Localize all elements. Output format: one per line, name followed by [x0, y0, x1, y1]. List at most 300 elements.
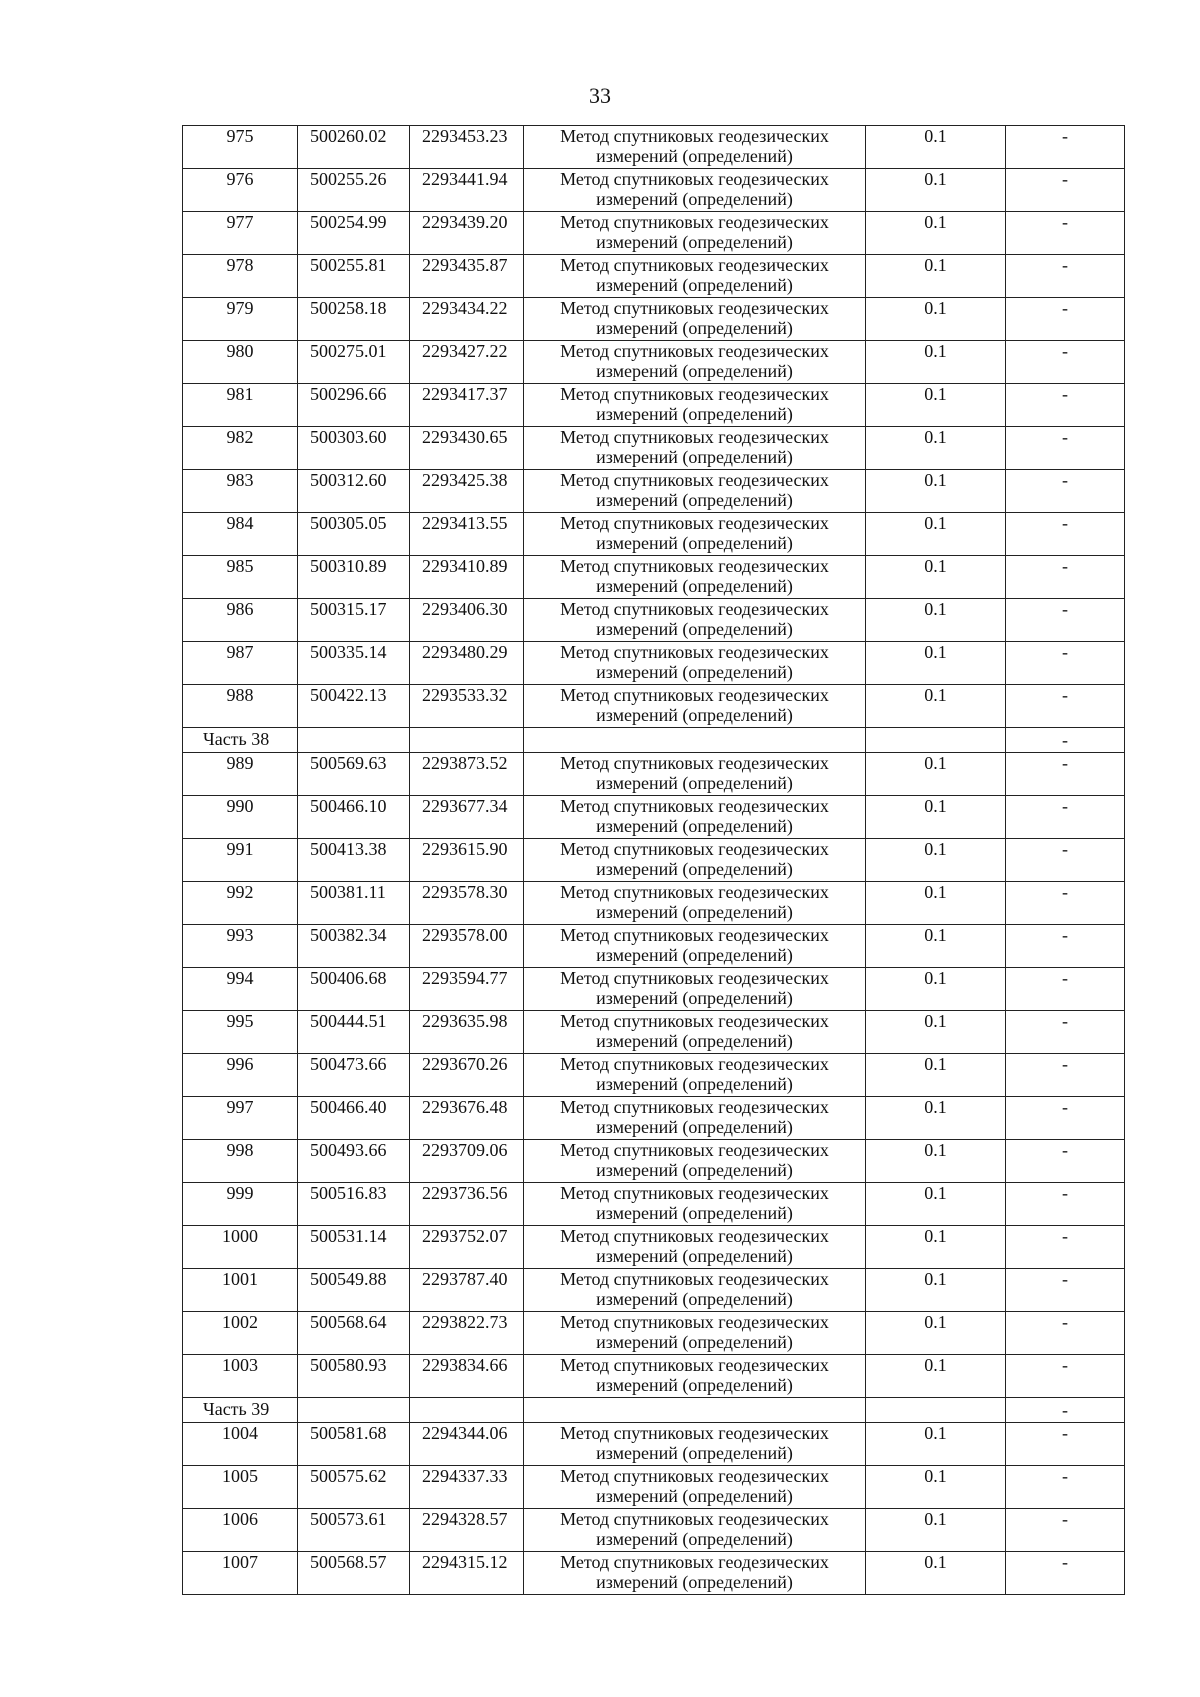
x-cell-empty [298, 1398, 410, 1423]
y-coordinate: 2293430.65 [410, 427, 524, 470]
method-line-2: измерений (определений) [596, 404, 793, 424]
x-coordinate: 500255.81 [298, 255, 410, 298]
description-cell: - [1006, 1552, 1125, 1595]
method-line-2: измерений (определений) [596, 816, 793, 836]
x-coordinate: 500575.62 [298, 1466, 410, 1509]
section-row [183, 1398, 1125, 1423]
table-row [183, 255, 1125, 298]
description-cell: - [1006, 1466, 1125, 1509]
y-cell-empty [410, 1398, 524, 1423]
accuracy-value: 0.1 [866, 513, 1006, 556]
description-cell: - [1006, 1183, 1125, 1226]
point-number: 1004 [183, 1423, 298, 1466]
x-coordinate: 500312.60 [298, 470, 410, 513]
method-cell [524, 968, 866, 1011]
y-cell-empty [410, 728, 524, 753]
x-coordinate: 500444.51 [298, 1011, 410, 1054]
point-number: 1002 [183, 1312, 298, 1355]
method-cell [524, 1355, 866, 1398]
method-cell [524, 1097, 866, 1140]
method-cell-empty [524, 1398, 866, 1423]
table-row [183, 753, 1125, 796]
x-coordinate: 500473.66 [298, 1054, 410, 1097]
method-line-1: Метод спутниковых геодезических [560, 1226, 829, 1246]
method-line-2: измерений (определений) [596, 447, 793, 467]
y-coordinate: 2293752.07 [410, 1226, 524, 1269]
method-line-1: Метод спутниковых геодезических [560, 384, 829, 404]
method-cell [524, 384, 866, 427]
method-line-2: измерений (определений) [596, 1203, 793, 1223]
method-line-1: Метод спутниковых геодезических [560, 341, 829, 361]
method-cell [524, 839, 866, 882]
x-coordinate: 500516.83 [298, 1183, 410, 1226]
method-line-2: измерений (определений) [596, 1486, 793, 1506]
accuracy-value: 0.1 [866, 1269, 1006, 1312]
accuracy-value: 0.1 [866, 255, 1006, 298]
y-coordinate: 2294337.33 [410, 1466, 524, 1509]
y-coordinate: 2293676.48 [410, 1097, 524, 1140]
point-number: 999 [183, 1183, 298, 1226]
method-line-2: измерений (определений) [596, 705, 793, 725]
table-row [183, 1269, 1125, 1312]
description-cell: - [1006, 1054, 1125, 1097]
point-number: 984 [183, 513, 298, 556]
x-coordinate: 500568.57 [298, 1552, 410, 1595]
method-line-1: Метод спутниковых геодезических [560, 1054, 829, 1074]
method-cell [524, 1140, 866, 1183]
description-cell: - [1006, 298, 1125, 341]
table-row [183, 427, 1125, 470]
accuracy-value: 0.1 [866, 1054, 1006, 1097]
coordinates-table-body [183, 126, 1125, 1595]
method-line-2: измерений (определений) [596, 189, 793, 209]
x-coordinate: 500573.61 [298, 1509, 410, 1552]
method-cell [524, 599, 866, 642]
point-number: 997 [183, 1097, 298, 1140]
x-coordinate: 500568.64 [298, 1312, 410, 1355]
y-coordinate: 2293834.66 [410, 1355, 524, 1398]
method-line-2: измерений (определений) [596, 1572, 793, 1592]
method-line-1: Метод спутниковых геодезических [560, 212, 829, 232]
x-coordinate: 500549.88 [298, 1269, 410, 1312]
table-row [183, 384, 1125, 427]
method-line-1: Метод спутниковых геодезических [560, 556, 829, 576]
y-coordinate: 2293453.23 [410, 126, 524, 169]
table-row [183, 1226, 1125, 1269]
method-cell [524, 1466, 866, 1509]
accuracy-value: 0.1 [866, 126, 1006, 169]
point-number: 992 [183, 882, 298, 925]
table-row [183, 169, 1125, 212]
accuracy-value: 0.1 [866, 341, 1006, 384]
accuracy-value: 0.1 [866, 556, 1006, 599]
method-cell [524, 470, 866, 513]
description-cell: - [1006, 212, 1125, 255]
method-cell [524, 513, 866, 556]
y-coordinate: 2293425.38 [410, 470, 524, 513]
method-cell [524, 1011, 866, 1054]
method-line-2: измерений (определений) [596, 902, 793, 922]
method-cell-empty [524, 728, 866, 753]
x-coordinate: 500296.66 [298, 384, 410, 427]
method-cell [524, 642, 866, 685]
point-number: 976 [183, 169, 298, 212]
accuracy-cell-empty [866, 1398, 1006, 1423]
method-line-1: Метод спутниковых геодезических [560, 1509, 829, 1529]
x-cell-empty [298, 728, 410, 753]
point-number: 1007 [183, 1552, 298, 1595]
accuracy-value: 0.1 [866, 298, 1006, 341]
table-row [183, 1509, 1125, 1552]
method-line-2: измерений (определений) [596, 533, 793, 553]
section-row [183, 728, 1125, 753]
method-line-1: Метод спутниковых геодезических [560, 882, 829, 902]
y-coordinate: 2293417.37 [410, 384, 524, 427]
point-number: 987 [183, 642, 298, 685]
point-number: 979 [183, 298, 298, 341]
description-cell: - [1006, 728, 1125, 753]
description-cell: - [1006, 255, 1125, 298]
description-cell: - [1006, 1226, 1125, 1269]
y-coordinate: 2293410.89 [410, 556, 524, 599]
y-coordinate: 2293441.94 [410, 169, 524, 212]
method-cell [524, 255, 866, 298]
x-coordinate: 500422.13 [298, 685, 410, 728]
method-line-1: Метод спутниковых геодезических [560, 470, 829, 490]
x-coordinate: 500466.10 [298, 796, 410, 839]
y-coordinate: 2293406.30 [410, 599, 524, 642]
method-line-1: Метод спутниковых геодезических [560, 1552, 829, 1572]
description-cell: - [1006, 685, 1125, 728]
point-number: 990 [183, 796, 298, 839]
method-line-2: измерений (определений) [596, 490, 793, 510]
y-coordinate: 2293787.40 [410, 1269, 524, 1312]
method-line-2: измерений (определений) [596, 859, 793, 879]
y-coordinate: 2293873.52 [410, 753, 524, 796]
method-cell [524, 796, 866, 839]
method-line-1: Метод спутниковых геодезических [560, 925, 829, 945]
method-line-2: измерений (определений) [596, 1443, 793, 1463]
table-row [183, 126, 1125, 169]
y-coordinate: 2293480.29 [410, 642, 524, 685]
method-cell [524, 685, 866, 728]
x-coordinate: 500413.38 [298, 839, 410, 882]
description-cell: - [1006, 599, 1125, 642]
method-cell [524, 169, 866, 212]
method-line-1: Метод спутниковых геодезических [560, 1466, 829, 1486]
table-row [183, 642, 1125, 685]
accuracy-value: 0.1 [866, 212, 1006, 255]
y-coordinate: 2293736.56 [410, 1183, 524, 1226]
table-row [183, 1355, 1125, 1398]
accuracy-value: 0.1 [866, 642, 1006, 685]
accuracy-value: 0.1 [866, 1226, 1006, 1269]
accuracy-value: 0.1 [866, 427, 1006, 470]
method-line-1: Метод спутниковых геодезических [560, 169, 829, 189]
method-line-2: измерений (определений) [596, 1375, 793, 1395]
accuracy-value: 0.1 [866, 925, 1006, 968]
accuracy-value: 0.1 [866, 1183, 1006, 1226]
y-coordinate: 2293533.32 [410, 685, 524, 728]
accuracy-value: 0.1 [866, 839, 1006, 882]
method-line-1: Метод спутниковых геодезических [560, 599, 829, 619]
point-number: 991 [183, 839, 298, 882]
method-line-1: Метод спутниковых геодезических [560, 1312, 829, 1332]
table-row [183, 298, 1125, 341]
table-row [183, 1423, 1125, 1466]
accuracy-value: 0.1 [866, 1312, 1006, 1355]
method-cell [524, 1054, 866, 1097]
method-line-1: Метод спутниковых геодезических [560, 1011, 829, 1031]
point-number: 994 [183, 968, 298, 1011]
description-cell: - [1006, 925, 1125, 968]
method-line-2: измерений (определений) [596, 1031, 793, 1051]
table-row [183, 513, 1125, 556]
method-line-1: Метод спутниковых геодезических [560, 126, 829, 146]
description-cell: - [1006, 1011, 1125, 1054]
x-coordinate: 500382.34 [298, 925, 410, 968]
point-number: 981 [183, 384, 298, 427]
y-coordinate: 2293709.06 [410, 1140, 524, 1183]
coordinates-table [182, 125, 1125, 1595]
accuracy-value: 0.1 [866, 1011, 1006, 1054]
table-row [183, 1466, 1125, 1509]
method-line-2: измерений (определений) [596, 1160, 793, 1180]
table-row [183, 882, 1125, 925]
method-cell [524, 1552, 866, 1595]
method-line-2: измерений (определений) [596, 275, 793, 295]
point-number: 1003 [183, 1355, 298, 1398]
method-line-1: Метод спутниковых геодезических [560, 753, 829, 773]
accuracy-cell-empty [866, 728, 1006, 753]
table-row [183, 685, 1125, 728]
y-coordinate: 2293578.00 [410, 925, 524, 968]
table-row [183, 1054, 1125, 1097]
table-row [183, 1097, 1125, 1140]
accuracy-value: 0.1 [866, 1466, 1006, 1509]
description-cell: - [1006, 427, 1125, 470]
x-coordinate: 500381.11 [298, 882, 410, 925]
table-row [183, 925, 1125, 968]
method-line-1: Метод спутниковых геодезических [560, 255, 829, 275]
description-cell: - [1006, 1140, 1125, 1183]
method-line-2: измерений (определений) [596, 1074, 793, 1094]
method-cell [524, 341, 866, 384]
method-cell [524, 1312, 866, 1355]
x-coordinate: 500581.68 [298, 1423, 410, 1466]
table-row [183, 556, 1125, 599]
point-number: 989 [183, 753, 298, 796]
method-cell [524, 882, 866, 925]
description-cell: - [1006, 642, 1125, 685]
method-cell [524, 1423, 866, 1466]
method-cell [524, 298, 866, 341]
y-coordinate: 2293439.20 [410, 212, 524, 255]
page-number: 33 [589, 83, 611, 108]
description-cell: - [1006, 169, 1125, 212]
table-row [183, 599, 1125, 642]
point-number: 993 [183, 925, 298, 968]
description-cell: - [1006, 968, 1125, 1011]
accuracy-value: 0.1 [866, 169, 1006, 212]
point-number: 986 [183, 599, 298, 642]
method-cell [524, 427, 866, 470]
accuracy-value: 0.1 [866, 1552, 1006, 1595]
method-line-1: Метод спутниковых геодезических [560, 1140, 829, 1160]
point-number: 996 [183, 1054, 298, 1097]
y-coordinate: 2293615.90 [410, 839, 524, 882]
section-label: Часть 39 [183, 1398, 298, 1423]
method-cell [524, 126, 866, 169]
y-coordinate: 2293594.77 [410, 968, 524, 1011]
method-line-2: измерений (определений) [596, 1117, 793, 1137]
description-cell: - [1006, 1509, 1125, 1552]
accuracy-value: 0.1 [866, 796, 1006, 839]
x-coordinate: 500315.17 [298, 599, 410, 642]
y-coordinate: 2294344.06 [410, 1423, 524, 1466]
description-cell: - [1006, 126, 1125, 169]
table-row [183, 470, 1125, 513]
x-coordinate: 500580.93 [298, 1355, 410, 1398]
method-line-2: измерений (определений) [596, 318, 793, 338]
description-cell: - [1006, 1398, 1125, 1423]
section-label: Часть 38 [183, 728, 298, 753]
accuracy-value: 0.1 [866, 968, 1006, 1011]
accuracy-value: 0.1 [866, 384, 1006, 427]
point-number: 982 [183, 427, 298, 470]
point-number: 980 [183, 341, 298, 384]
method-line-1: Метод спутниковых геодезических [560, 298, 829, 318]
method-line-1: Метод спутниковых геодезических [560, 513, 829, 533]
accuracy-value: 0.1 [866, 470, 1006, 513]
y-coordinate: 2293413.55 [410, 513, 524, 556]
description-cell: - [1006, 513, 1125, 556]
x-coordinate: 500406.68 [298, 968, 410, 1011]
method-line-2: измерений (определений) [596, 576, 793, 596]
method-line-2: измерений (определений) [596, 988, 793, 1008]
method-cell [524, 556, 866, 599]
table-row [183, 1140, 1125, 1183]
x-coordinate: 500531.14 [298, 1226, 410, 1269]
point-number: 998 [183, 1140, 298, 1183]
method-line-1: Метод спутниковых геодезических [560, 796, 829, 816]
table-row [183, 796, 1125, 839]
x-coordinate: 500310.89 [298, 556, 410, 599]
table-row [183, 839, 1125, 882]
x-coordinate: 500493.66 [298, 1140, 410, 1183]
description-cell: - [1006, 556, 1125, 599]
method-line-1: Метод спутниковых геодезических [560, 1183, 829, 1203]
description-cell: - [1006, 753, 1125, 796]
description-cell: - [1006, 1312, 1125, 1355]
point-number: 983 [183, 470, 298, 513]
method-line-1: Метод спутниковых геодезических [560, 839, 829, 859]
x-coordinate: 500303.60 [298, 427, 410, 470]
x-coordinate: 500335.14 [298, 642, 410, 685]
table-row [183, 1312, 1125, 1355]
method-line-2: измерений (определений) [596, 232, 793, 252]
method-cell [524, 1509, 866, 1552]
y-coordinate: 2293635.98 [410, 1011, 524, 1054]
point-number: 978 [183, 255, 298, 298]
description-cell: - [1006, 1097, 1125, 1140]
method-line-1: Метод спутниковых геодезических [560, 968, 829, 988]
description-cell: - [1006, 1355, 1125, 1398]
y-coordinate: 2293677.34 [410, 796, 524, 839]
method-line-1: Метод спутниковых геодезических [560, 427, 829, 447]
x-coordinate: 500569.63 [298, 753, 410, 796]
accuracy-value: 0.1 [866, 1097, 1006, 1140]
method-line-2: измерений (определений) [596, 619, 793, 639]
method-line-1: Метод спутниковых геодезических [560, 1097, 829, 1117]
method-cell [524, 1269, 866, 1312]
point-number: 1005 [183, 1466, 298, 1509]
method-line-2: измерений (определений) [596, 945, 793, 965]
method-cell [524, 753, 866, 796]
method-line-2: измерений (определений) [596, 1529, 793, 1549]
method-line-2: измерений (определений) [596, 361, 793, 381]
point-number: 975 [183, 126, 298, 169]
method-cell [524, 925, 866, 968]
accuracy-value: 0.1 [866, 1423, 1006, 1466]
method-line-2: измерений (определений) [596, 662, 793, 682]
x-coordinate: 500260.02 [298, 126, 410, 169]
y-coordinate: 2293435.87 [410, 255, 524, 298]
method-line-1: Метод спутниковых геодезических [560, 642, 829, 662]
method-cell [524, 1226, 866, 1269]
method-line-1: Метод спутниковых геодезических [560, 1355, 829, 1375]
accuracy-value: 0.1 [866, 1355, 1006, 1398]
method-line-1: Метод спутниковых геодезических [560, 685, 829, 705]
method-line-2: измерений (определений) [596, 773, 793, 793]
point-number: 977 [183, 212, 298, 255]
point-number: 985 [183, 556, 298, 599]
accuracy-value: 0.1 [866, 685, 1006, 728]
y-coordinate: 2293670.26 [410, 1054, 524, 1097]
x-coordinate: 500254.99 [298, 212, 410, 255]
point-number: 1006 [183, 1509, 298, 1552]
accuracy-value: 0.1 [866, 882, 1006, 925]
table-row [183, 1183, 1125, 1226]
description-cell: - [1006, 882, 1125, 925]
x-coordinate: 500275.01 [298, 341, 410, 384]
method-line-1: Метод спутниковых геодезических [560, 1423, 829, 1443]
table-row [183, 968, 1125, 1011]
accuracy-value: 0.1 [866, 753, 1006, 796]
y-coordinate: 2293427.22 [410, 341, 524, 384]
y-coordinate: 2294328.57 [410, 1509, 524, 1552]
accuracy-value: 0.1 [866, 599, 1006, 642]
x-coordinate: 500466.40 [298, 1097, 410, 1140]
method-cell [524, 212, 866, 255]
table-row [183, 212, 1125, 255]
accuracy-value: 0.1 [866, 1509, 1006, 1552]
point-number: 988 [183, 685, 298, 728]
table-row [183, 341, 1125, 384]
method-line-1: Метод спутниковых геодезических [560, 1269, 829, 1289]
y-coordinate: 2293434.22 [410, 298, 524, 341]
method-line-2: измерений (определений) [596, 1332, 793, 1352]
point-number: 995 [183, 1011, 298, 1054]
description-cell: - [1006, 1423, 1125, 1466]
description-cell: - [1006, 1269, 1125, 1312]
description-cell: - [1006, 384, 1125, 427]
y-coordinate: 2294315.12 [410, 1552, 524, 1595]
description-cell: - [1006, 341, 1125, 384]
y-coordinate: 2293822.73 [410, 1312, 524, 1355]
method-cell [524, 1183, 866, 1226]
description-cell: - [1006, 839, 1125, 882]
